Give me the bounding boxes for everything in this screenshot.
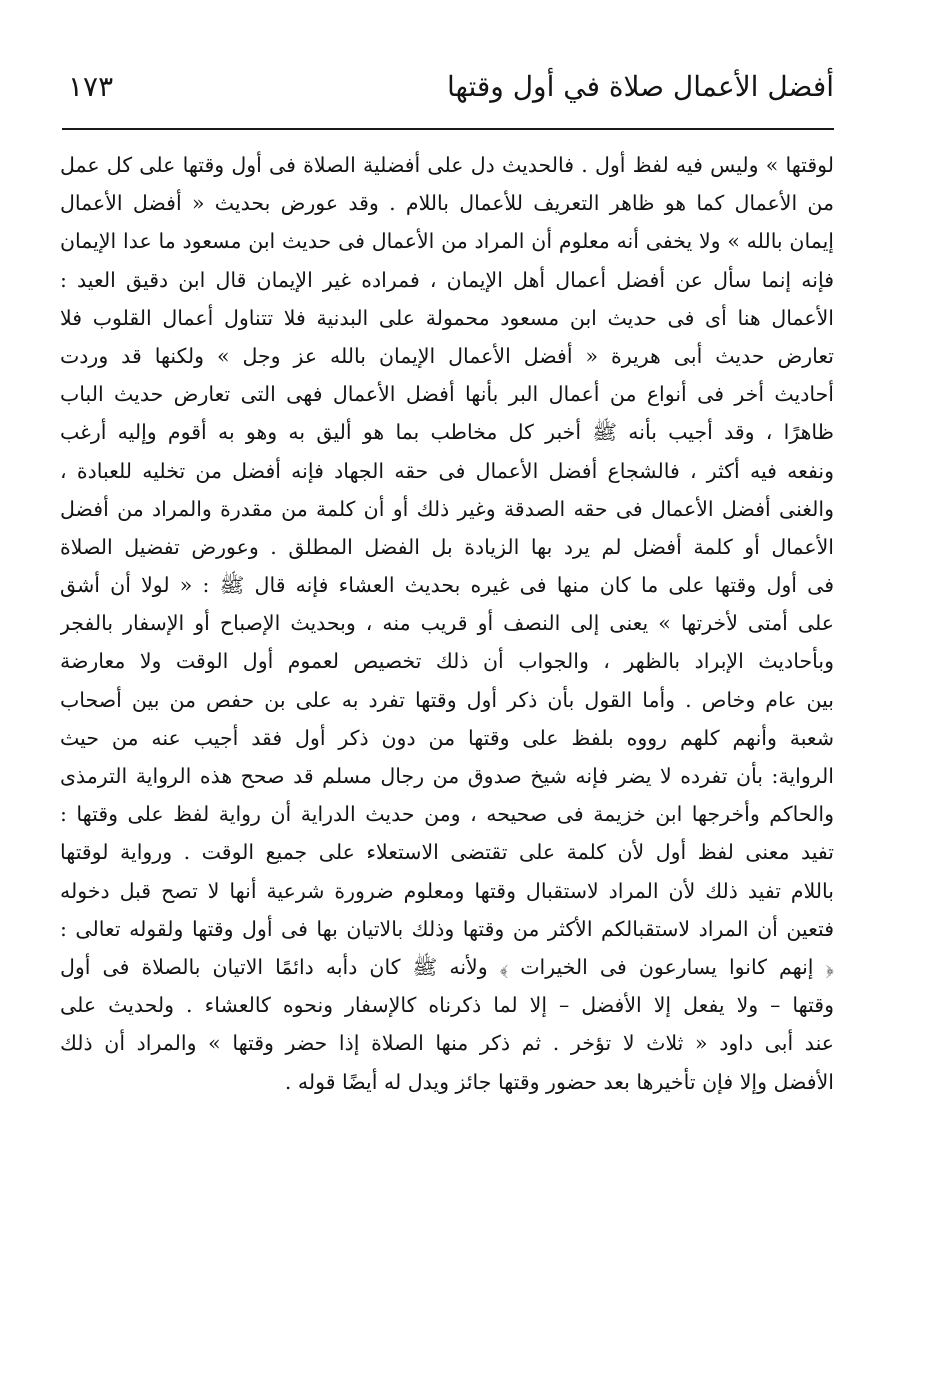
text-line: ﴿ إنهم كانوا يسارعون فى الخيرات ﴾ ولأنه ﷺ كان دأبه دائمًا الاتيان بالصلاة فى أول: [60, 954, 834, 979]
body-text: [60, 146, 834, 1101]
text-line: والغنى أفضل الأعمال فى حقه الصدقة وغير ذلك أو أن كلمة من مقدرة والمراد من أفضل: [60, 496, 834, 521]
text-line: تفيد معنى لفظ أول لأن كلمة على تقتضى الاستعلاء على جميع الوقت . ورواية لوقتها: [60, 840, 834, 865]
text-line: الأعمال أو كلمة أفضل لم يرد بها الزيادة بل الفضل المطلق . وعورض تفضيل الصلاة: [60, 534, 834, 559]
text-line: الأعمال هنا أى فى حديث ابن مسعود محمولة على البدنية فلا تتناول أعمال القلوب فلا: [60, 305, 834, 330]
text-line: باللام تفيد ذلك لأن المراد لاستقبال وقتها ومعلوم ضرورة شرعية أنها لا تصح قبل دخوله: [60, 878, 834, 903]
text-line: شعبة وأنهم كلهم رووه بلفظ على وقتها من دون ذكر أول فقد أجيب عنه من حيث: [60, 725, 834, 750]
text-line: فإنه إنما سأل عن أفضل أعمال أهل الإيمان ، فمراده غير الإيمان قال ابن دقيق العيد :: [60, 267, 834, 292]
text-line: الرواية: بأن تفرده لا يضر فإنه شيخ صدوق من رجال مسلم قد صحح هذه الرواية الترمذى: [60, 764, 834, 788]
header-rule: [62, 128, 834, 130]
text-line: عند أبى داود « ثلاث لا تؤخر . ثم ذكر منها الصلاة إذا حضر وقتها » والمراد أن ذلك: [60, 1031, 834, 1056]
text-line: تعارض حديث أبى هريرة « أفضل الأعمال الإيمان بالله عز وجل » ولكنها قد وردت: [60, 343, 834, 368]
text-line: ونفعه فيه أكثر ، فالشجاع أفضل الأعمال فى حقه الجهاد فإنه أفضل من تخليه للعبادة ،: [60, 458, 834, 483]
text-line: بين عام وخاص . وأما القول بأن ذكر أول وقتها تفرد به على بن حفص من بين أصحاب: [60, 687, 834, 712]
page-header: [62, 55, 834, 115]
text-line-last: الأفضل وإلا فإن تأخيرها بعد حضور وقتها جائز ويدل له أيضًا قوله .: [284, 1069, 834, 1094]
text-line: إيمان بالله » ولا يخفى أنه معلوم أن المراد من الأعمال فى حديث ابن مسعود ما عدا الإيمان: [60, 229, 834, 254]
text-line: من الأعمال كما هو ظاهر التعريف للأعمال باللام . وقد عورض بحديث « أفضل الأعمال: [60, 191, 834, 216]
text-line: لوقتها » وليس فيه لفظ أول . فالحديث دل على أفضلية الصلاة فى أول وقتها على كل عمل: [60, 153, 834, 177]
text-line: وبأحاديث الإبراد بالظهر ، والجواب أن ذلك تخصيص لعموم أول الوقت ولا معارضة: [60, 649, 834, 674]
text-line: فتعين أن المراد لاستقبالكم الأكثر من وقتها وذلك بالاتيان بها فى أول وقتها ولقوله تعالى :: [60, 916, 834, 941]
text-line: ظاهرًا ، وقد أجيب بأنه ﷺ أخبر كل مخاطب بما هو أليق به وهو به أقوم وإليه أرغب: [60, 420, 834, 445]
text-line: فى أول وقتها على ما كان منها فى غيره بحديث العشاء فإنه قال ﷺ : « لولا أن أشق: [60, 573, 834, 598]
text-line: والحاكم وأخرجها ابن خزيمة فى صحيحه ، ومن حديث الدراية أن رواية لفظ على وقتها :: [60, 802, 834, 827]
text-line: على أمتى لأخرتها » يعنى إلى النصف أو قريب منه ، وبحديث الإصباح أو الإسفار بالفجر: [60, 611, 834, 636]
running-title: أفضل الأعمال صلاة في أول وقتها: [447, 70, 834, 103]
page-number: ١٧٣: [68, 70, 114, 103]
text-line: وقتها – ولا يفعل إلا الأفضل – إلا لما ذكرناه كالإسفار ونحوه كالعشاء . ولحديث على: [60, 993, 834, 1018]
text-line: أحاديث أخر فى أنواع من أعمال البر بأنها أفضل الأعمال فهى التى تعارض حديث الباب: [60, 382, 834, 407]
